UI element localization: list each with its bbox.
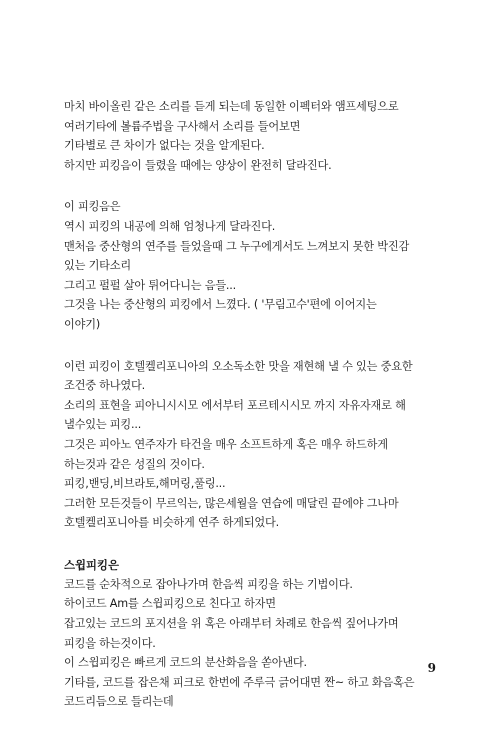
section-heading: 스윕피킹은 (64, 557, 120, 572)
text-line: 있는 기타소리 (64, 259, 131, 273)
text-line: 하는것과 같은 성질의 것이다. (64, 457, 205, 471)
text-line: 이야기) (64, 317, 100, 331)
text-line: 피킹을 하는것이다. (64, 636, 156, 650)
text-line: 코드를 순차적으로 잡아나가며 한음씩 피킹을 하는 기법이다. (64, 577, 353, 591)
text-line: 맨처음 중산형의 연주를 들었을때 그 누구에게서도 느껴보지 못한 박진감 (64, 239, 410, 253)
paragraph-3 (64, 357, 464, 533)
text-line: 호텔켈리포니아를 비슷하게 연주 하게되었다. (64, 516, 279, 530)
paragraph-2 (64, 197, 464, 334)
text-line: 이 스윕피킹은 빠르게 코드의 분산화음을 쏟아낸다. (64, 656, 307, 670)
text-line: 잡고있는 코드의 포지션을 위 혹은 아래부터 차례로 한음씩 짚어나가며 (64, 617, 399, 631)
text-line: 기타별로 큰 차이가 없다는 것을 알게된다. (64, 139, 265, 153)
text-line: 피킹,밴딩,비브라토,해머링,풀링... (64, 477, 226, 491)
text-line: 여러기타에 볼륨주법을 구사해서 소리를 들어보면 (64, 119, 301, 133)
text-line: 그것은 피아노 연주자가 타건을 매우 소프트하게 혹은 매우 하드하게 (64, 437, 388, 451)
page-number: 9 (427, 661, 436, 675)
text-line: 하이코드 Am를 스윕피킹으로 친다고 하자면 (64, 597, 276, 611)
text-line: 그것을 나는 중산형의 피킹에서 느꼈다. ( '무림고수'편에 이어지는 (64, 298, 377, 312)
text-line: 마치 바이올린 같은 소리를 듣게 되는데 동일한 이펙터와 앰프세팅으로 (64, 100, 399, 113)
text-line: 역시 피킹의 내공에 의해 엄청나게 달라진다. (64, 219, 276, 233)
text-line: 이 피킹음은 (64, 200, 121, 214)
text-line: 조건중 하나였다. (64, 379, 145, 393)
paragraph-1 (64, 97, 464, 175)
page-content (64, 97, 464, 734)
text-line: 그리고 펄펄 살아 튀어다니는 음들... (64, 278, 236, 292)
text-line: 코드리듬으로 들리는데 (64, 695, 174, 709)
text-line: 그러한 모든것들이 무르익는, 많은세월을 연습에 매달린 끝에야 그나마 (64, 496, 399, 510)
text-line: 하지만 피킹음이 들렸을 때에는 양상이 완전히 달라진다. (64, 158, 332, 172)
text-line: 이런 피킹이 호텔켈리포니아의 오소독소한 맛을 재현해 낼 수 있는 중요한 (64, 359, 413, 373)
text-line: 기타를, 코드를 잡은채 피크로 한번에 주루극 긁어대면 짠~ 하고 화음혹은 (64, 675, 415, 689)
text-line: 낼수있는 피킹... (64, 418, 142, 432)
text-line: 소리의 표현을 피아니시시모 에서부터 포르테시시모 까지 자유자재로 해 (64, 398, 406, 412)
section-sweep-picking (64, 555, 464, 712)
